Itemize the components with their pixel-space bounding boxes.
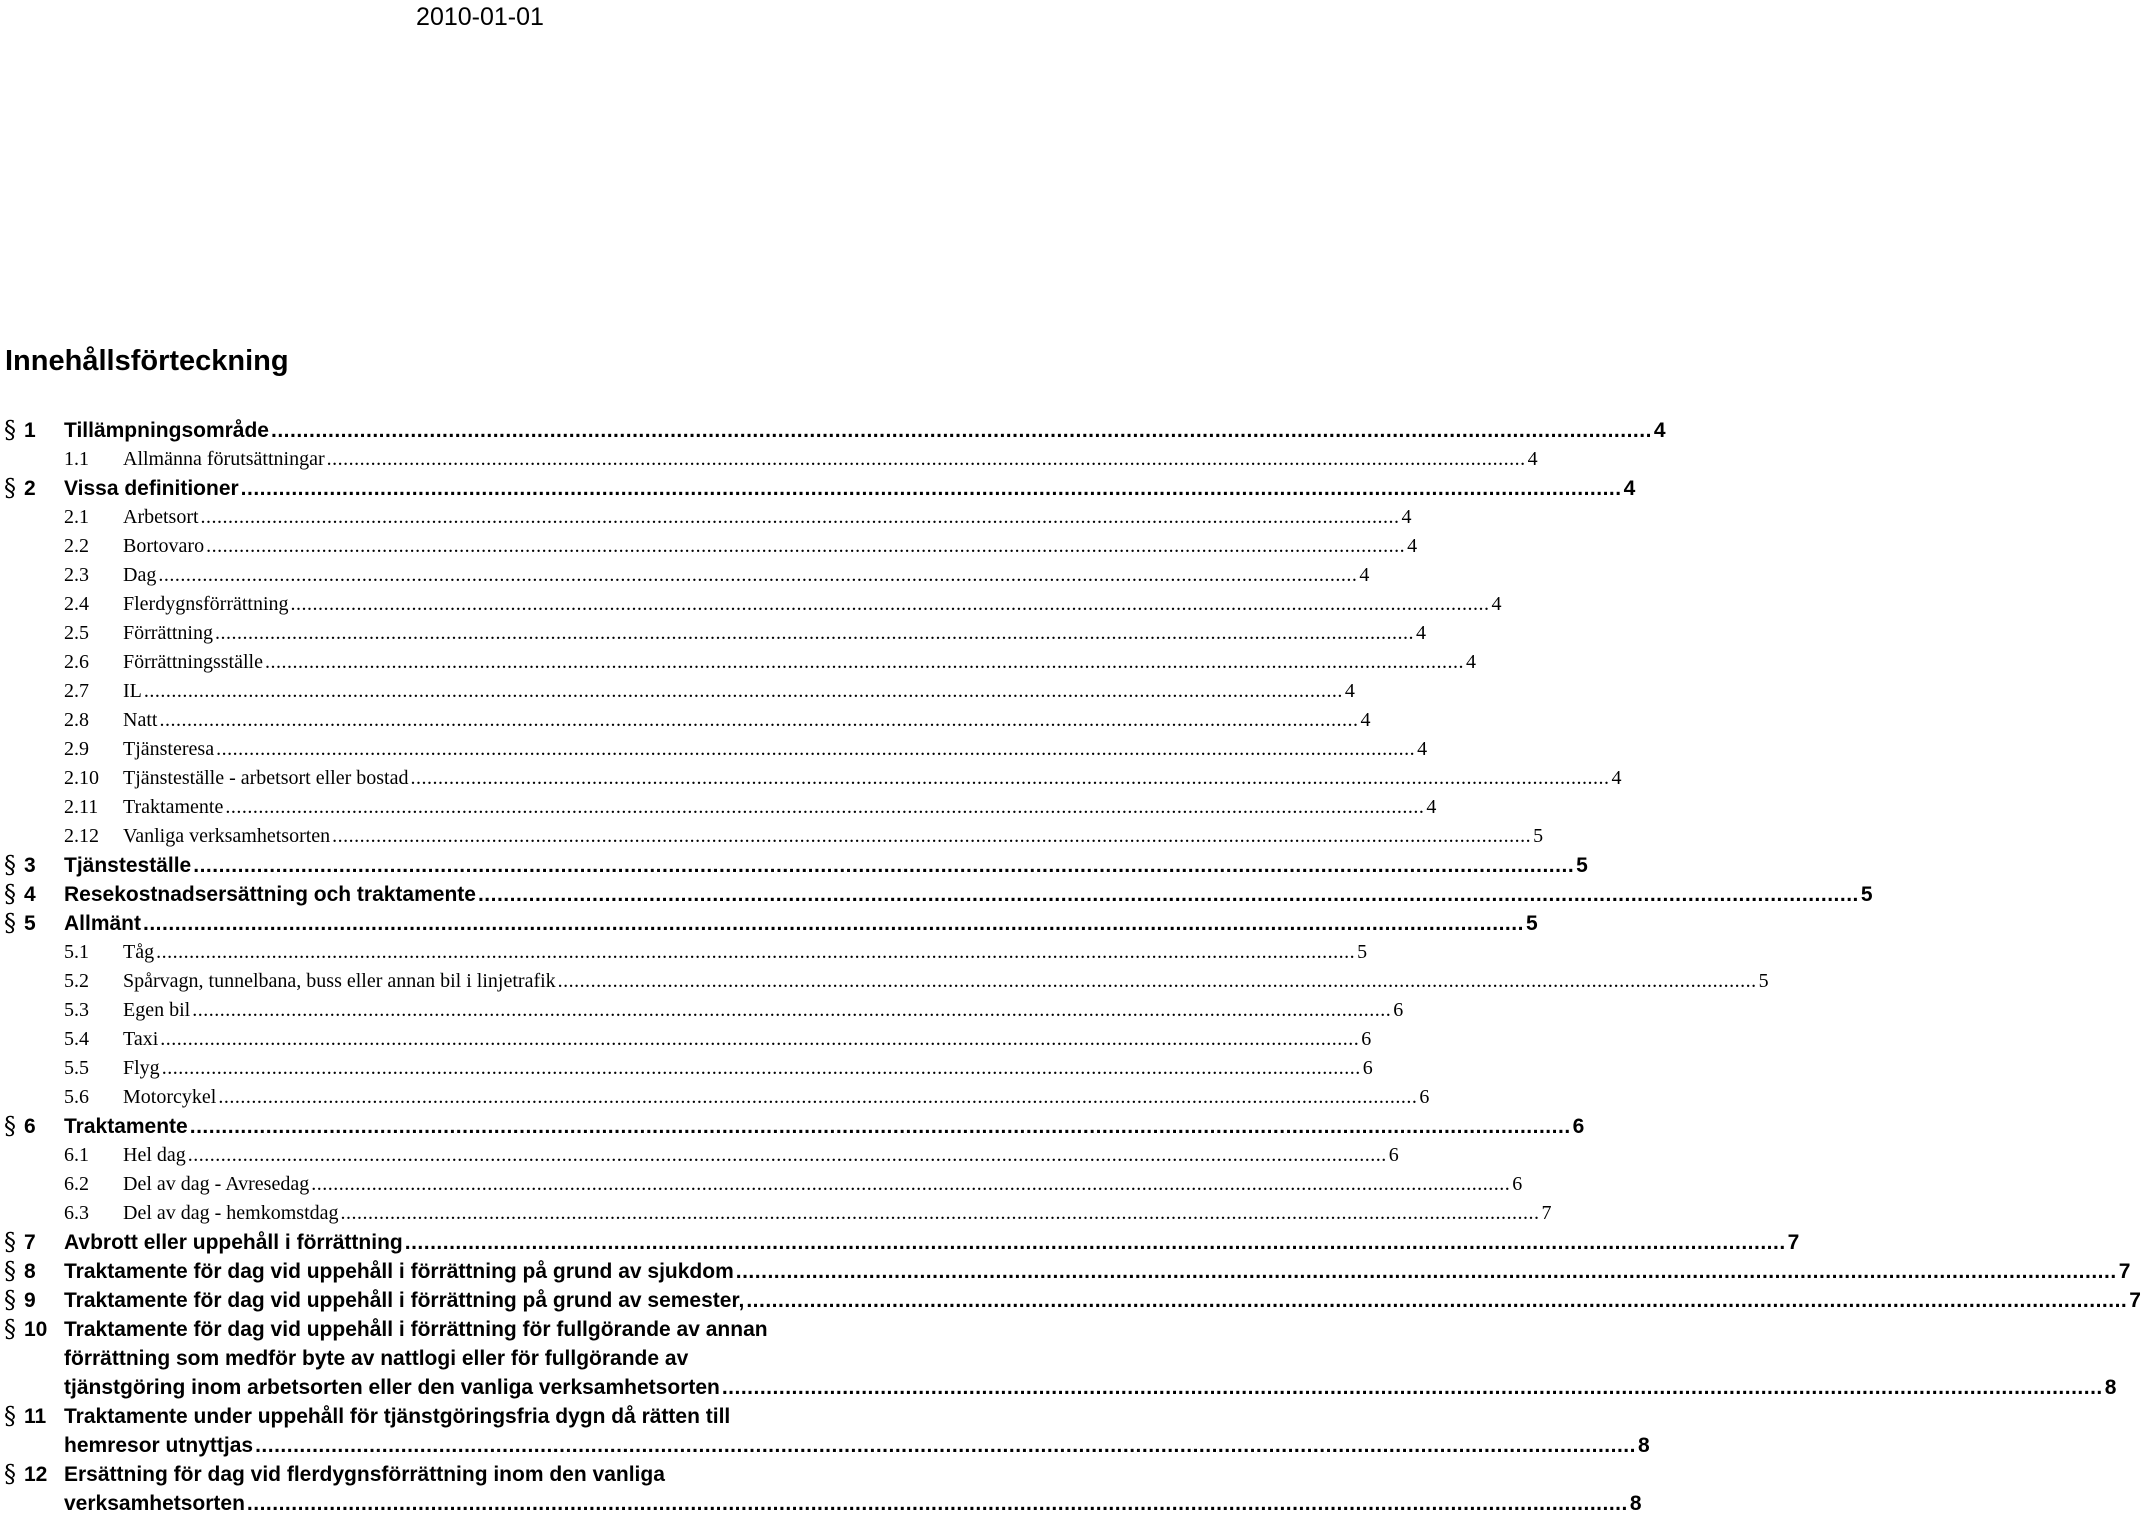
toc-page-number: 6: [1572, 1115, 1585, 1138]
toc-entry-number: 2.6: [64, 651, 89, 673]
toc-entry-title: Allmänna förutsättningar: [123, 448, 325, 470]
toc-entry-number: 5: [24, 912, 36, 935]
toc-entry-number: 5.2: [64, 970, 89, 992]
toc-section-entry[interactable]: [0, 1112, 1585, 1141]
toc-page-number: 8: [2104, 1376, 2117, 1399]
toc-entry-title: Traktamente: [64, 1115, 188, 1138]
toc-page-number: 4: [1360, 709, 1371, 731]
toc-entry-title: Förrättningsställe: [123, 651, 263, 673]
toc-subsection-entry[interactable]: [0, 561, 1370, 590]
toc-entry-title: Resekostnadsersättning och traktamente: [64, 883, 476, 906]
dot-leader: ..........................................................................................................................................................................................................................: [158, 564, 1358, 586]
toc-subsection-entry[interactable]: [0, 503, 1412, 532]
toc-page-number: 7: [2129, 1289, 2141, 1312]
toc-entry-title: Tjänsteresa: [123, 738, 215, 760]
toc-page-number: 7: [1541, 1202, 1552, 1224]
toc-entry-title: Dag: [123, 564, 157, 586]
toc-page-number: 5: [1860, 883, 1873, 906]
dot-leader: ..........................................................................................................................................................................................................................: [721, 1376, 2103, 1399]
toc-subsection-entry[interactable]: [0, 764, 1622, 793]
section-sign-icon: §: [4, 1112, 16, 1140]
dot-leader: ..........................................................................................................................................................................................................................: [192, 999, 1392, 1021]
toc-subsection-entry[interactable]: [0, 1141, 1399, 1170]
toc-entry-title: Arbetsort: [123, 506, 199, 528]
toc-entry-title: Tillämpningsområde: [64, 419, 269, 442]
toc-page-number: 4: [1611, 767, 1622, 789]
toc-subsection-entry[interactable]: [0, 822, 1544, 851]
dot-leader: ..........................................................................................................................................................................................................................: [161, 1057, 1361, 1079]
toc-entry-title: Bortovaro: [123, 535, 205, 557]
toc-entry-title: Spårvagn, tunnelbana, buss eller annan bil i linjetrafik: [123, 970, 556, 992]
dot-leader: ..........................................................................................................................................................................................................................: [290, 593, 1490, 615]
toc-entry-number: 12: [24, 1463, 48, 1486]
toc-entry-title: Avbrott eller uppehåll i förrättning: [64, 1231, 403, 1254]
toc-entry-title: Vissa definitioner: [64, 477, 239, 500]
toc-subsection-entry[interactable]: [0, 1083, 1430, 1112]
toc-subsection-entry[interactable]: [0, 619, 1426, 648]
toc-entry-number: 6: [24, 1115, 36, 1138]
dot-leader: ..........................................................................................................................................................................................................................: [159, 709, 1359, 731]
toc-subsection-entry[interactable]: [0, 648, 1476, 677]
toc-entry-number: 2.7: [64, 680, 89, 702]
section-sign-icon: §: [4, 474, 16, 502]
header-date: 2010-01-01: [416, 3, 544, 31]
toc-page-number: 5: [1525, 912, 1538, 935]
toc-page-number: 8: [1637, 1434, 1650, 1457]
dot-leader: ..........................................................................................................................................................................................................................: [340, 1202, 1540, 1224]
page-title: Innehållsförteckning: [5, 345, 289, 377]
toc-entry-title: Hel dag: [123, 1144, 186, 1166]
dot-leader: ..........................................................................................................................................................................................................................: [225, 796, 1425, 818]
dot-leader: ..........................................................................................................................................................................................................................: [200, 506, 1400, 528]
toc-page-number: 6: [1361, 1028, 1372, 1050]
toc-entry-title: Natt: [123, 709, 158, 731]
dot-leader: ..........................................................................................................................................................................................................................: [189, 1115, 1571, 1138]
toc-page-number: 4: [1401, 506, 1412, 528]
toc-entry-number: 2.5: [64, 622, 89, 644]
toc-entry-number: 11: [24, 1405, 47, 1428]
toc-subsection-entry[interactable]: [0, 677, 1355, 706]
toc-entry-title: Traktamente för dag vid uppehåll i förrättning på grund av semester,: [64, 1289, 745, 1312]
toc-page-number: 6: [1512, 1173, 1523, 1195]
toc-subsection-entry[interactable]: [0, 938, 1368, 967]
toc-entry-title: hemresor utnyttjas: [64, 1434, 254, 1457]
toc-section-entry[interactable]: [0, 1402, 1650, 1460]
toc-entry-number: 2.12: [64, 825, 99, 847]
toc-subsection-entry[interactable]: [0, 735, 1428, 764]
toc-page-number: 4: [1417, 738, 1428, 760]
toc-entry-number: 2.1: [64, 506, 89, 528]
toc-entry-title: IL: [123, 680, 142, 702]
toc-entry-title: Tjänsteställe: [64, 854, 192, 877]
toc-entry-number: 6.1: [64, 1144, 89, 1166]
toc-entry-number: 1.1: [64, 448, 89, 470]
toc-section-entry[interactable]: [0, 1257, 2131, 1286]
toc-entry-title-line: förrättning som medför byte av nattlogi eller för fullgörande av: [64, 1347, 689, 1370]
section-sign-icon: §: [4, 1228, 16, 1256]
toc-entry-title: tjänstgöring inom arbetsorten eller den vanliga verksamhetsorten: [64, 1376, 720, 1399]
toc-section-entry[interactable]: [0, 474, 1636, 503]
dot-leader: ..........................................................................................................................................................................................................................: [326, 448, 1526, 470]
toc-page-number: 5: [1576, 854, 1588, 877]
section-sign-icon: §: [4, 416, 16, 444]
toc-entry-title-line: Traktamente för dag vid uppehåll i förrättning för fullgörande av annan: [64, 1318, 768, 1341]
toc-entry-number: 10: [24, 1318, 48, 1341]
toc-page-number: 4: [1527, 448, 1538, 470]
toc-entry-number: 2.11: [64, 796, 99, 818]
toc-page-number: 4: [1344, 680, 1355, 702]
toc-page-number: 5: [1357, 941, 1368, 963]
toc-subsection-entry[interactable]: [0, 706, 1371, 735]
table-of-contents: [0, 416, 2141, 1518]
toc-entry-number: 5.1: [64, 941, 89, 963]
dot-leader: ..........................................................................................................................................................................................................................: [404, 1231, 1786, 1254]
toc-entry-number: 7: [24, 1231, 36, 1254]
dot-leader: ..........................................................................................................................................................................................................................: [332, 825, 1532, 847]
section-sign-icon: §: [4, 880, 16, 908]
dot-leader: ..........................................................................................................................................................................................................................: [735, 1260, 2117, 1283]
dot-leader: ..........................................................................................................................................................................................................................: [193, 854, 1575, 877]
toc-entry-title: Vanliga verksamhetsorten: [123, 825, 331, 847]
toc-entry-number: 2.4: [64, 593, 89, 615]
toc-page-number: 6: [1388, 1144, 1399, 1166]
toc-entry-number: 5.4: [64, 1028, 89, 1050]
dot-leader: ..........................................................................................................................................................................................................................: [143, 912, 1524, 935]
toc-page-number: 4: [1416, 622, 1426, 644]
toc-entry-number: 1: [24, 419, 36, 442]
toc-section-entry[interactable]: [0, 880, 1873, 909]
toc-subsection-entry[interactable]: [0, 967, 1769, 996]
toc-entry-number: 3: [24, 854, 36, 877]
toc-page-number: 4: [1359, 564, 1370, 586]
dot-leader: ..........................................................................................................................................................................................................................: [410, 767, 1610, 789]
toc-page-number: 6: [1419, 1086, 1430, 1108]
dot-leader: ..........................................................................................................................................................................................................................: [216, 738, 1416, 760]
toc-subsection-entry[interactable]: [0, 793, 1437, 822]
toc-page-number: 4: [1426, 796, 1437, 818]
toc-section-entry[interactable]: [0, 909, 1538, 938]
dot-leader: ..........................................................................................................................................................................................................................: [206, 535, 1406, 557]
section-sign-icon: §: [4, 1257, 16, 1285]
toc-entry-title: Motorcykel: [123, 1086, 217, 1108]
toc-entry-number: 6.2: [64, 1173, 89, 1195]
toc-entry-number: 2.8: [64, 709, 89, 731]
toc-page-number: 6: [1362, 1057, 1373, 1079]
toc-entry-title-line: Ersättning för dag vid flerdygnsförrättning inom den vanliga: [64, 1463, 665, 1486]
toc-entry-number: 8: [24, 1260, 36, 1283]
toc-entry-title: Taxi: [123, 1028, 159, 1050]
dot-leader: ..........................................................................................................................................................................................................................: [271, 419, 1652, 442]
toc-entry-number: 4: [24, 883, 36, 906]
toc-page-number: 7: [1787, 1231, 1800, 1254]
toc-entry-title: Flyg: [123, 1057, 160, 1079]
section-sign-icon: §: [4, 1286, 16, 1314]
toc-subsection-entry[interactable]: [0, 532, 1418, 561]
toc-entry-title: Del av dag - hemkomstdag: [123, 1202, 339, 1224]
toc-entry-title: Traktamente: [123, 796, 224, 818]
dot-leader: ..........................................................................................................................................................................................................................: [218, 1086, 1418, 1108]
toc-subsection-entry[interactable]: [0, 1170, 1523, 1199]
toc-entry-title: Förrättning: [123, 622, 213, 644]
section-sign-icon: §: [4, 909, 16, 937]
dot-leader: ..........................................................................................................................................................................................................................: [240, 477, 1622, 500]
toc-subsection-entry[interactable]: [0, 1025, 1372, 1054]
toc-section-entry[interactable]: [0, 1228, 1800, 1257]
section-sign-icon: §: [4, 851, 16, 879]
toc-subsection-entry[interactable]: [0, 1199, 1552, 1228]
toc-subsection-entry[interactable]: [0, 445, 1538, 474]
toc-subsection-entry[interactable]: [0, 1054, 1373, 1083]
toc-entry-number: 2.10: [64, 767, 99, 789]
toc-entry-number: 2.9: [64, 738, 89, 760]
section-sign-icon: §: [4, 1402, 16, 1430]
toc-entry-title-line: Traktamente under uppehåll för tjänstgöringsfria dygn då rätten till: [64, 1405, 731, 1428]
toc-entry-title: Egen bil: [123, 999, 191, 1021]
toc-page-number: 4: [1407, 535, 1418, 557]
toc-subsection-entry[interactable]: [0, 590, 1502, 619]
dot-leader: ..........................................................................................................................................................................................................................: [746, 1289, 2128, 1312]
toc-entry-title: Flerdygnsförrättning: [123, 593, 289, 615]
dot-leader: ..........................................................................................................................................................................................................................: [143, 680, 1343, 702]
toc-entry-number: 6.3: [64, 1202, 89, 1224]
dot-leader: ..........................................................................................................................................................................................................................: [264, 651, 1464, 673]
toc-entry-title: Tåg: [123, 941, 155, 963]
dot-leader: ..........................................................................................................................................................................................................................: [187, 1144, 1387, 1166]
toc-entry-title: verksamhetsorten: [64, 1492, 245, 1515]
toc-page-number: 8: [1629, 1492, 1642, 1515]
toc-page-number: 5: [1533, 825, 1544, 847]
toc-section-entry[interactable]: [0, 851, 1588, 880]
toc-entry-title: Allmänt: [64, 912, 142, 935]
toc-page-number: 4: [1491, 593, 1502, 615]
toc-entry-number: 5.3: [64, 999, 89, 1021]
toc-entry-title: Traktamente för dag vid uppehåll i förrättning på grund av sjukdom: [64, 1260, 734, 1283]
dot-leader: ..........................................................................................................................................................................................................................: [477, 883, 1859, 906]
toc-page-number: 7: [2118, 1260, 2131, 1283]
section-sign-icon: §: [4, 1460, 16, 1488]
toc-page-number: 4: [1623, 477, 1636, 500]
toc-section-entry[interactable]: [0, 1315, 2117, 1402]
dot-leader: ..........................................................................................................................................................................................................................: [156, 941, 1356, 963]
dot-leader: ..........................................................................................................................................................................................................................: [215, 622, 1414, 644]
toc-entry-number: 2.3: [64, 564, 89, 586]
toc-entry-title: Tjänsteställe - arbetsort eller bostad: [123, 767, 409, 789]
toc-page-number: 4: [1465, 651, 1476, 673]
toc-subsection-entry[interactable]: [0, 996, 1404, 1025]
dot-leader: ..........................................................................................................................................................................................................................: [311, 1173, 1511, 1195]
toc-page-number: 4: [1653, 419, 1666, 442]
toc-page-number: 5: [1758, 970, 1769, 992]
dot-leader: ..........................................................................................................................................................................................................................: [557, 970, 1757, 992]
toc-entry-number: 5.6: [64, 1086, 89, 1108]
toc-entry-title: Del av dag - Avresedag: [123, 1173, 310, 1195]
toc-entry-number: 2.2: [64, 535, 89, 557]
section-sign-icon: §: [4, 1315, 16, 1343]
toc-entry-number: 9: [24, 1289, 36, 1312]
dot-leader: ..........................................................................................................................................................................................................................: [160, 1028, 1360, 1050]
toc-section-entry[interactable]: [0, 1286, 2141, 1315]
toc-page-number: 6: [1393, 999, 1404, 1021]
toc-section-entry[interactable]: [0, 1460, 1642, 1518]
toc-entry-number: 2: [24, 477, 36, 500]
dot-leader: ..........................................................................................................................................................................................................................: [255, 1434, 1636, 1457]
toc-entry-number: 5.5: [64, 1057, 89, 1079]
dot-leader: ..........................................................................................................................................................................................................................: [246, 1492, 1628, 1515]
toc-section-entry[interactable]: [0, 416, 1666, 445]
